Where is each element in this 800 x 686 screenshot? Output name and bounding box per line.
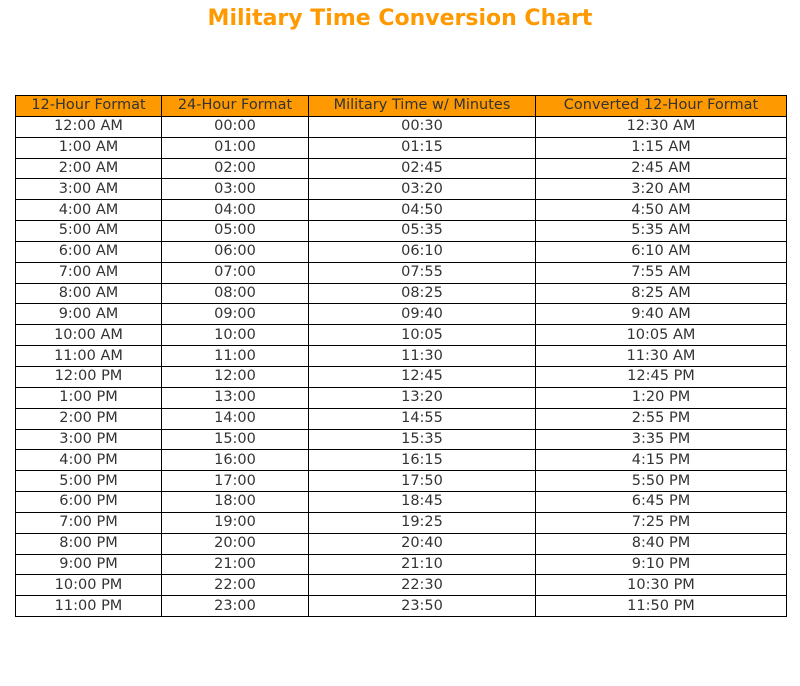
table-cell-col-12-hour-format: 2:00 PM [16, 408, 162, 429]
table-cell-col-converted-12-hour-format: 11:30 AM [536, 346, 787, 367]
table-row [16, 304, 787, 325]
table-cell-col-converted-12-hour-format: 5:50 PM [536, 471, 787, 492]
table-cell-col-12-hour-format: 2:00 AM [16, 158, 162, 179]
table-cell-col-12-hour-format: 3:00 AM [16, 179, 162, 200]
table-cell-col-converted-12-hour-format: 2:45 AM [536, 158, 787, 179]
table-cell-col-24-hour-format: 07:00 [162, 262, 309, 283]
table-row [16, 512, 787, 533]
table-cell-col-converted-12-hour-format: 5:35 AM [536, 221, 787, 242]
table-cell-col-military-time-minutes: 03:20 [309, 179, 536, 200]
table-cell-col-converted-12-hour-format: 9:10 PM [536, 554, 787, 575]
table-cell-col-converted-12-hour-format: 6:45 PM [536, 492, 787, 513]
table-cell-col-24-hour-format: 02:00 [162, 158, 309, 179]
table-cell-col-12-hour-format: 4:00 PM [16, 450, 162, 471]
table-cell-col-24-hour-format: 05:00 [162, 221, 309, 242]
table-cell-col-24-hour-format: 21:00 [162, 554, 309, 575]
table-row [16, 387, 787, 408]
table-cell-col-12-hour-format: 7:00 PM [16, 512, 162, 533]
header-cell-col-converted-12-hour-format: Converted 12-Hour Format [536, 96, 787, 117]
table-cell-col-converted-12-hour-format: 7:25 PM [536, 512, 787, 533]
header-cell-col-military-time-minutes: Military Time w/ Minutes [309, 96, 536, 117]
table-cell-col-converted-12-hour-format: 8:40 PM [536, 533, 787, 554]
table-cell-col-military-time-minutes: 08:25 [309, 283, 536, 304]
table-cell-col-24-hour-format: 13:00 [162, 387, 309, 408]
table-cell-col-converted-12-hour-format: 7:55 AM [536, 262, 787, 283]
table-row [16, 450, 787, 471]
table-cell-col-12-hour-format: 9:00 PM [16, 554, 162, 575]
table-cell-col-converted-12-hour-format: 10:30 PM [536, 575, 787, 596]
table-row [16, 262, 787, 283]
table-row [16, 366, 787, 387]
table-cell-col-24-hour-format: 04:00 [162, 200, 309, 221]
table-cell-col-military-time-minutes: 12:45 [309, 366, 536, 387]
table-cell-col-military-time-minutes: 06:10 [309, 241, 536, 262]
table-body [16, 116, 787, 616]
table-cell-col-military-time-minutes: 14:55 [309, 408, 536, 429]
table-cell-col-24-hour-format: 08:00 [162, 283, 309, 304]
table-cell-col-converted-12-hour-format: 11:50 PM [536, 596, 787, 617]
table-cell-col-military-time-minutes: 11:30 [309, 346, 536, 367]
table-cell-col-military-time-minutes: 13:20 [309, 387, 536, 408]
table-cell-col-24-hour-format: 22:00 [162, 575, 309, 596]
table-cell-col-12-hour-format: 10:00 AM [16, 325, 162, 346]
table-cell-col-converted-12-hour-format: 8:25 AM [536, 283, 787, 304]
table-row [16, 283, 787, 304]
table-row [16, 408, 787, 429]
table-cell-col-12-hour-format: 9:00 AM [16, 304, 162, 325]
table-row [16, 429, 787, 450]
table-cell-col-military-time-minutes: 22:30 [309, 575, 536, 596]
table-cell-col-converted-12-hour-format: 3:35 PM [536, 429, 787, 450]
table-cell-col-converted-12-hour-format: 10:05 AM [536, 325, 787, 346]
header-cell-col-12-hour-format: 12-Hour Format [16, 96, 162, 117]
table-cell-col-converted-12-hour-format: 4:50 AM [536, 200, 787, 221]
table-header [16, 96, 787, 117]
table-cell-col-12-hour-format: 12:00 AM [16, 116, 162, 137]
table-cell-col-military-time-minutes: 01:15 [309, 137, 536, 158]
table-cell-col-12-hour-format: 6:00 PM [16, 492, 162, 513]
table-cell-col-24-hour-format: 18:00 [162, 492, 309, 513]
table-cell-col-12-hour-format: 11:00 PM [16, 596, 162, 617]
table-cell-col-military-time-minutes: 15:35 [309, 429, 536, 450]
table-cell-col-12-hour-format: 4:00 AM [16, 200, 162, 221]
table-cell-col-military-time-minutes: 17:50 [309, 471, 536, 492]
table-cell-col-military-time-minutes: 07:55 [309, 262, 536, 283]
table-cell-col-12-hour-format: 10:00 PM [16, 575, 162, 596]
table-row [16, 575, 787, 596]
table-cell-col-military-time-minutes: 09:40 [309, 304, 536, 325]
table-row [16, 200, 787, 221]
table-cell-col-12-hour-format: 1:00 AM [16, 137, 162, 158]
table-cell-col-military-time-minutes: 05:35 [309, 221, 536, 242]
table-cell-col-24-hour-format: 09:00 [162, 304, 309, 325]
table-cell-col-24-hour-format: 20:00 [162, 533, 309, 554]
table-cell-col-12-hour-format: 5:00 PM [16, 471, 162, 492]
header-row [16, 96, 787, 117]
table-cell-col-military-time-minutes: 00:30 [309, 116, 536, 137]
table-cell-col-converted-12-hour-format: 4:15 PM [536, 450, 787, 471]
table-cell-col-24-hour-format: 11:00 [162, 346, 309, 367]
table-row [16, 492, 787, 513]
table-cell-col-12-hour-format: 7:00 AM [16, 262, 162, 283]
table-row [16, 137, 787, 158]
table-cell-col-converted-12-hour-format: 1:15 AM [536, 137, 787, 158]
table-cell-col-military-time-minutes: 23:50 [309, 596, 536, 617]
table-cell-col-converted-12-hour-format: 3:20 AM [536, 179, 787, 200]
conversion-table [15, 95, 787, 617]
table-cell-col-24-hour-format: 23:00 [162, 596, 309, 617]
table-row [16, 241, 787, 262]
table-cell-col-24-hour-format: 01:00 [162, 137, 309, 158]
header-cell-col-24-hour-format: 24-Hour Format [162, 96, 309, 117]
table-row [16, 533, 787, 554]
table-cell-col-12-hour-format: 3:00 PM [16, 429, 162, 450]
table-cell-col-24-hour-format: 19:00 [162, 512, 309, 533]
table-cell-col-military-time-minutes: 18:45 [309, 492, 536, 513]
table-row [16, 554, 787, 575]
table-cell-col-12-hour-format: 5:00 AM [16, 221, 162, 242]
table-cell-col-military-time-minutes: 20:40 [309, 533, 536, 554]
table-row [16, 221, 787, 242]
table-cell-col-24-hour-format: 17:00 [162, 471, 309, 492]
table-cell-col-converted-12-hour-format: 12:45 PM [536, 366, 787, 387]
table-row [16, 158, 787, 179]
table-cell-col-converted-12-hour-format: 1:20 PM [536, 387, 787, 408]
table-cell-col-24-hour-format: 14:00 [162, 408, 309, 429]
table-cell-col-converted-12-hour-format: 12:30 AM [536, 116, 787, 137]
table-cell-col-converted-12-hour-format: 2:55 PM [536, 408, 787, 429]
table-cell-col-24-hour-format: 10:00 [162, 325, 309, 346]
table-cell-col-12-hour-format: 11:00 AM [16, 346, 162, 367]
table-row [16, 471, 787, 492]
table-cell-col-24-hour-format: 12:00 [162, 366, 309, 387]
table-row [16, 325, 787, 346]
table-cell-col-converted-12-hour-format: 6:10 AM [536, 241, 787, 262]
table-cell-col-12-hour-format: 6:00 AM [16, 241, 162, 262]
table-cell-col-12-hour-format: 1:00 PM [16, 387, 162, 408]
table-cell-col-military-time-minutes: 16:15 [309, 450, 536, 471]
table-cell-col-12-hour-format: 12:00 PM [16, 366, 162, 387]
table-cell-col-24-hour-format: 03:00 [162, 179, 309, 200]
table-cell-col-24-hour-format: 15:00 [162, 429, 309, 450]
page-title: Military Time Conversion Chart [207, 6, 593, 31]
table-cell-col-24-hour-format: 00:00 [162, 116, 309, 137]
table-cell-col-military-time-minutes: 19:25 [309, 512, 536, 533]
table-cell-col-military-time-minutes: 21:10 [309, 554, 536, 575]
table-cell-col-24-hour-format: 16:00 [162, 450, 309, 471]
table-row [16, 116, 787, 137]
table-cell-col-converted-12-hour-format: 9:40 AM [536, 304, 787, 325]
table-cell-col-12-hour-format: 8:00 AM [16, 283, 162, 304]
table-row [16, 179, 787, 200]
table-cell-col-military-time-minutes: 04:50 [309, 200, 536, 221]
table-row [16, 346, 787, 367]
table-row [16, 596, 787, 617]
table-cell-col-military-time-minutes: 02:45 [309, 158, 536, 179]
table-cell-col-24-hour-format: 06:00 [162, 241, 309, 262]
table-cell-col-12-hour-format: 8:00 PM [16, 533, 162, 554]
table-cell-col-military-time-minutes: 10:05 [309, 325, 536, 346]
